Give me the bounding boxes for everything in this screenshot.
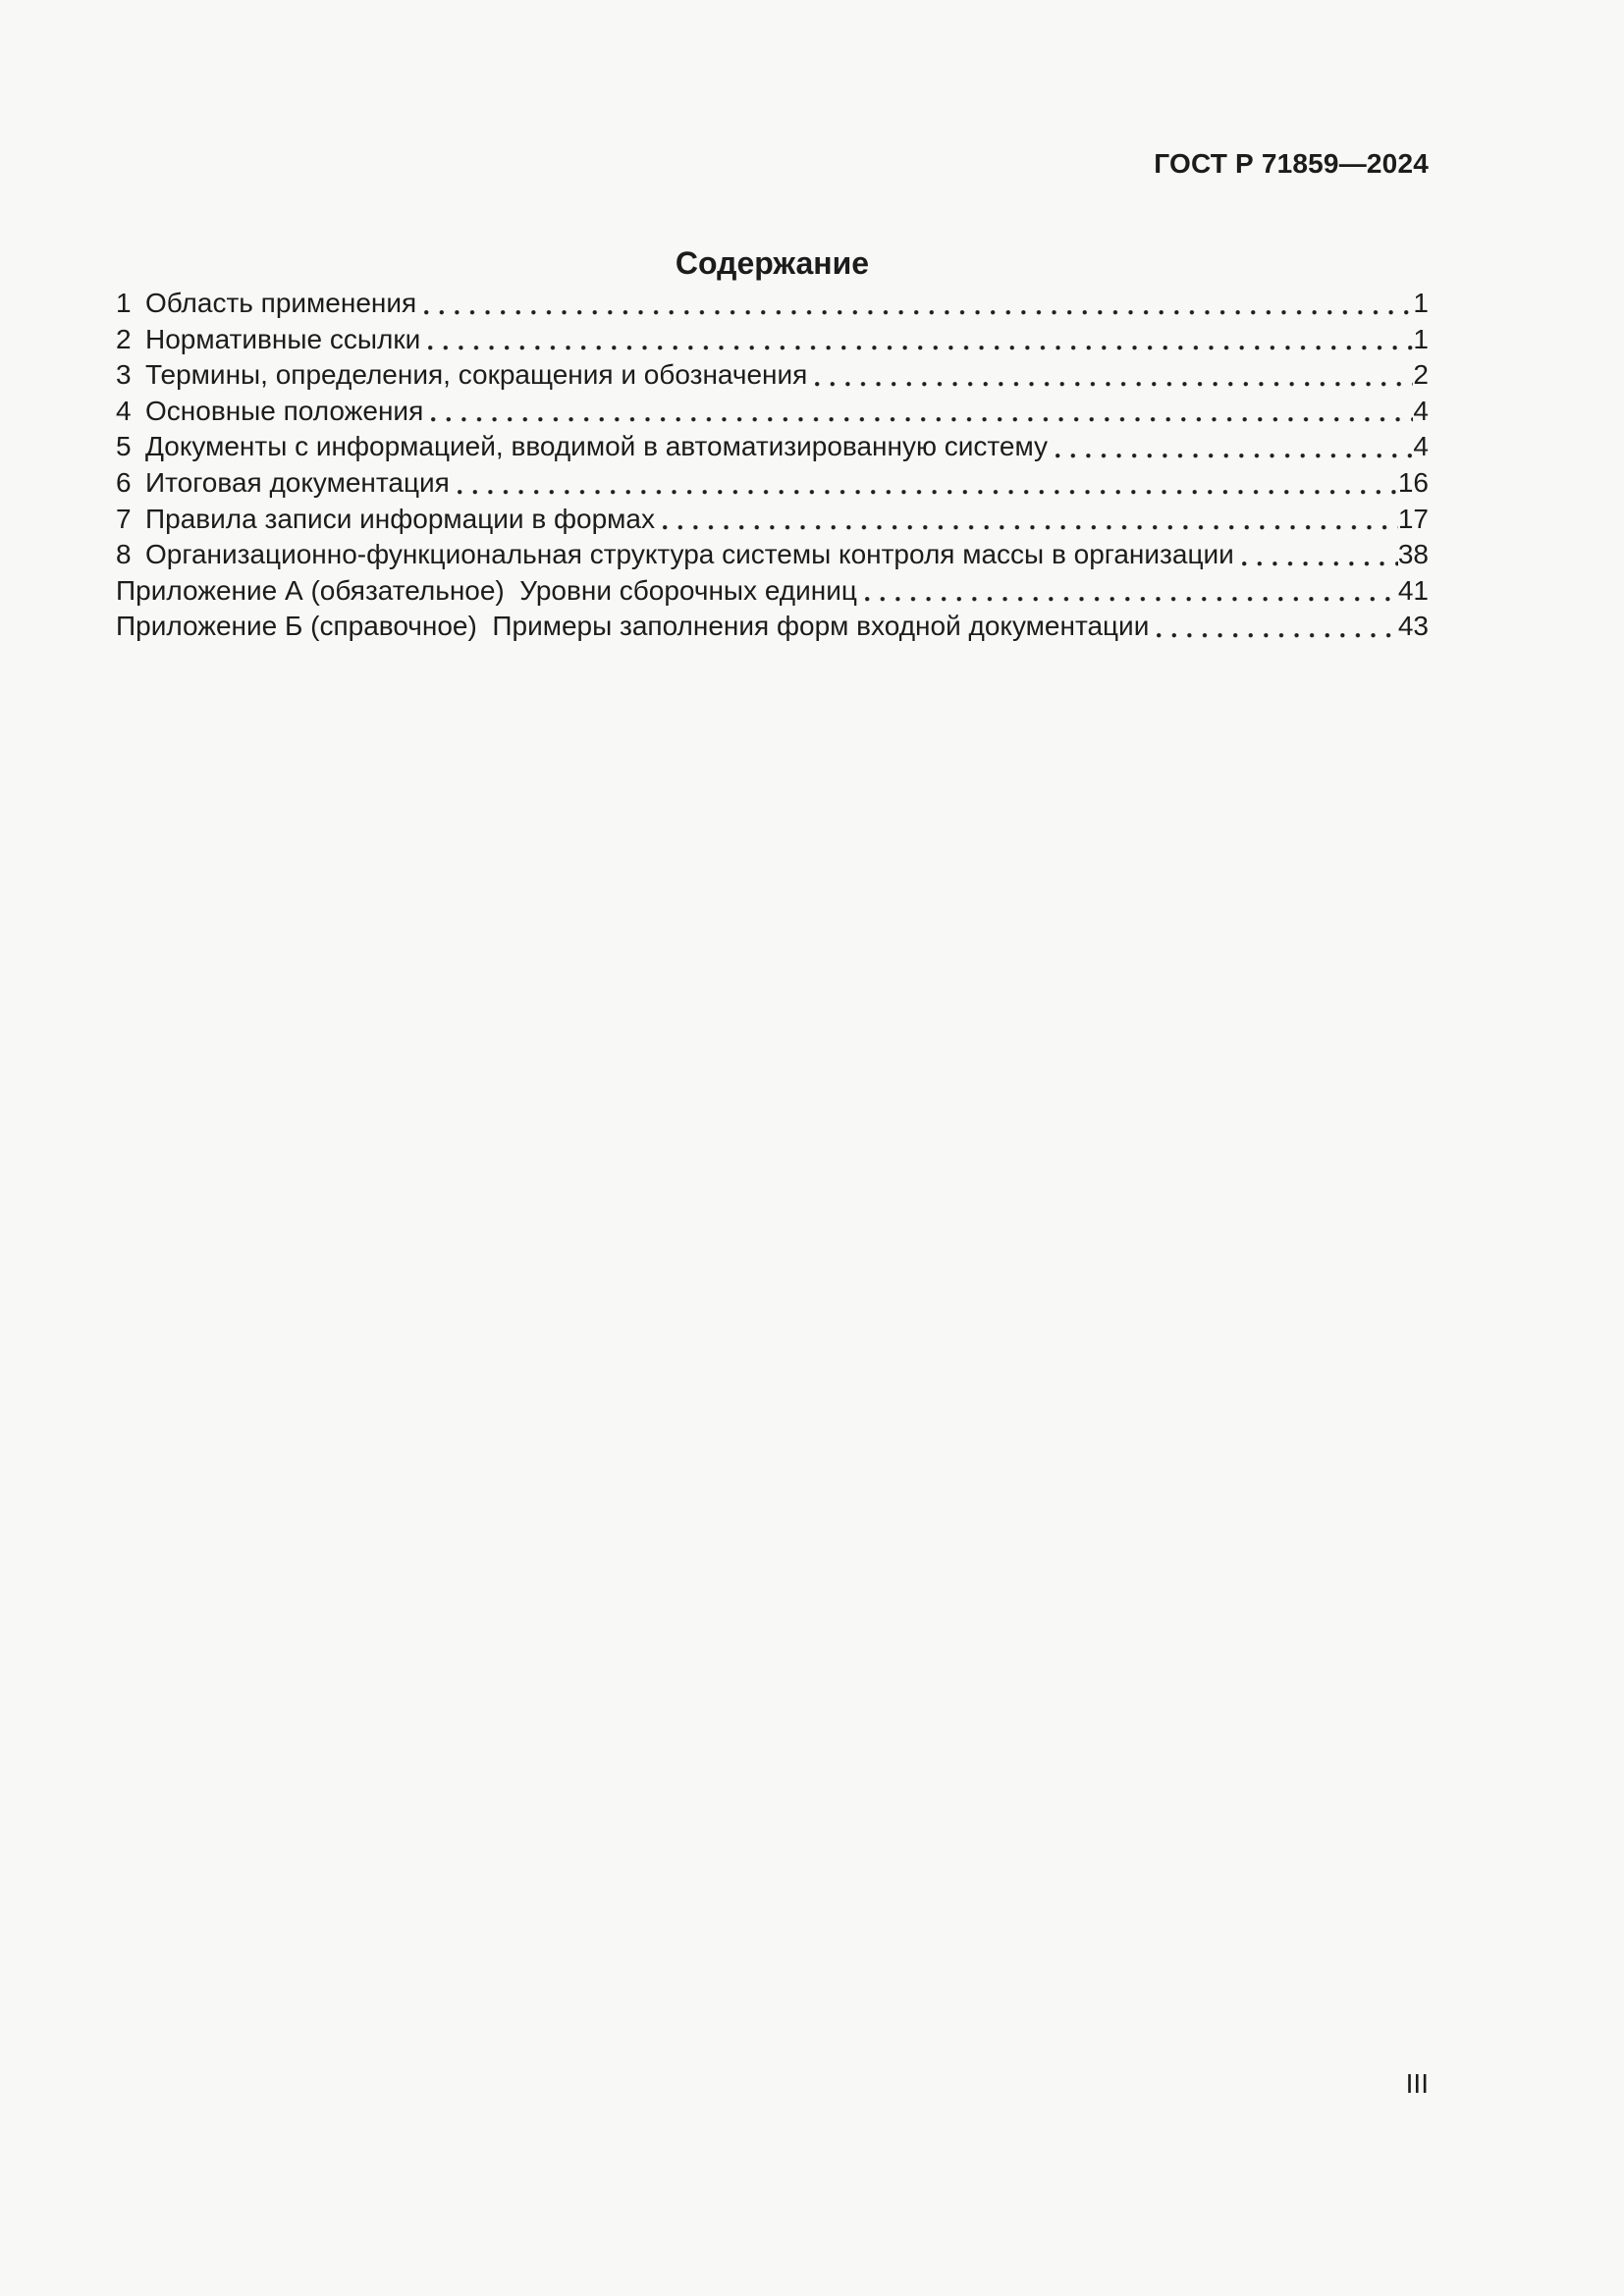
toc-entry-number: 7 xyxy=(116,503,132,534)
toc-entry-number: 4 xyxy=(116,395,132,426)
toc-list xyxy=(116,286,1429,645)
footer-page-number: III xyxy=(1405,2068,1429,2099)
toc-entry-title: Нормативные ссылки xyxy=(145,323,421,354)
toc-entry-page: 4 xyxy=(1413,395,1429,426)
toc-entry-title: Правила записи информации в формах xyxy=(145,503,655,534)
toc-entry-title: Документы с информацией, вводимой в автоматизированную систему xyxy=(145,431,1049,462)
dot-leader xyxy=(660,502,1398,538)
toc-entry-title: Приложение А (обязательное) Уровни сборочных единиц xyxy=(116,574,857,606)
toc-entry-number: 3 xyxy=(116,359,132,391)
toc-entry xyxy=(116,286,1429,322)
toc-entry-title: Основные положения xyxy=(145,395,424,426)
toc-entry-page: 4 xyxy=(1413,431,1429,462)
toc-entry-page: 43 xyxy=(1397,611,1429,642)
toc-entry-title: Область применения xyxy=(145,288,417,318)
toc-entry-number: 1 xyxy=(116,288,132,318)
toc-entry-title: Термины, определения, сокращения и обозначения xyxy=(145,359,808,391)
toc-entry-page: 2 xyxy=(1413,359,1429,391)
dot-leader xyxy=(1239,537,1398,573)
toc-entry xyxy=(116,502,1429,538)
document-code-header: ГОСТ Р 71859—2024 xyxy=(1154,148,1429,179)
toc-entry xyxy=(116,573,1429,610)
dot-leader xyxy=(1053,429,1413,465)
dot-leader xyxy=(421,286,1413,322)
page-title: Содержание xyxy=(675,245,870,282)
dot-leader xyxy=(1154,609,1398,645)
toc-entry-number: 5 xyxy=(116,431,132,462)
toc-entry-page: 38 xyxy=(1397,539,1429,570)
toc-entry xyxy=(116,429,1429,465)
toc-entry xyxy=(116,357,1429,394)
dot-leader xyxy=(812,357,1413,394)
toc-entry xyxy=(116,465,1429,502)
dot-leader xyxy=(425,322,1413,358)
toc-entry-title: Итоговая документация xyxy=(145,466,450,498)
toc-entry xyxy=(116,609,1429,645)
dot-leader xyxy=(455,465,1398,502)
dot-leader xyxy=(428,394,1413,430)
toc-entry-page: 41 xyxy=(1397,574,1429,606)
toc-entry-title: Приложение Б (справочное) Примеры заполнения форм входной документации xyxy=(116,611,1150,642)
toc-entry-page: 1 xyxy=(1413,323,1429,354)
toc-entry xyxy=(116,322,1429,358)
toc-entry xyxy=(116,537,1429,573)
toc-entry-page: 16 xyxy=(1397,466,1429,498)
toc-entry-number: 6 xyxy=(116,466,132,498)
dot-leader xyxy=(862,573,1398,610)
toc-entry-number: 8 xyxy=(116,539,132,570)
toc-entry-number: 2 xyxy=(116,323,132,354)
toc-entry-page: 17 xyxy=(1397,503,1429,534)
toc-entry xyxy=(116,394,1429,430)
toc-entry-title: Организационно-функциональная структура системы контроля массы в организации xyxy=(145,539,1234,570)
toc-entry-page: 1 xyxy=(1413,288,1429,318)
